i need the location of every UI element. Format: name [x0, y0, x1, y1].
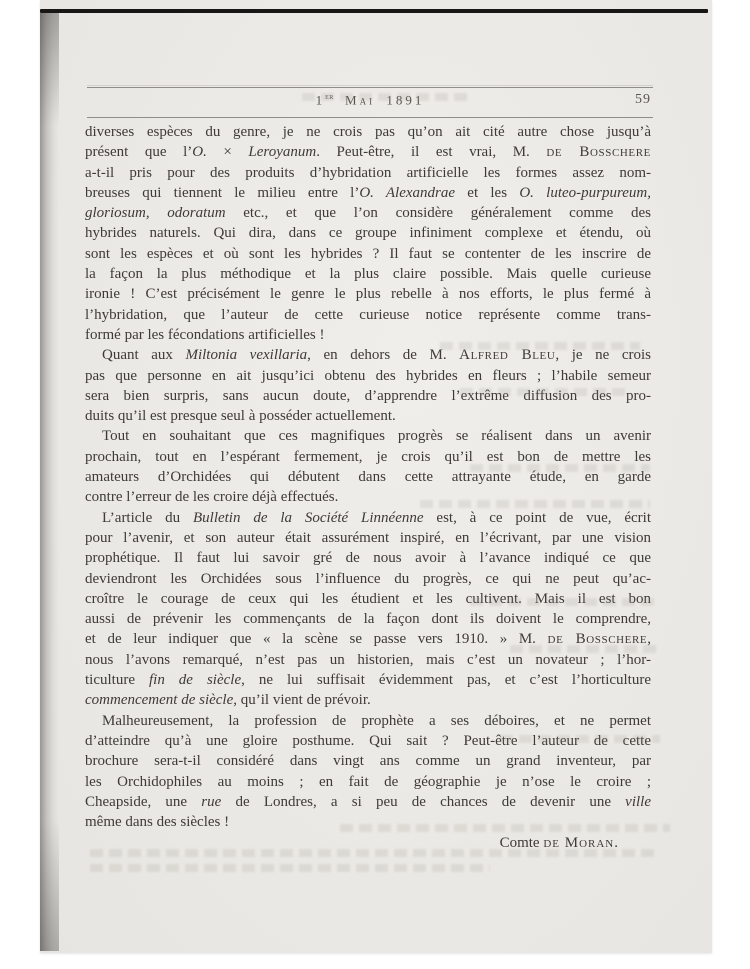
text-line: aussi de prévenir les commençants de la façon dont ils doivent le comprendre, — [85, 611, 651, 628]
header-rule-top — [87, 87, 653, 88]
text-line: brochure sera-t-il considéré dans vingt ans comme un grand inventeur, par — [85, 753, 651, 770]
text-line: prochain, tout en l’espérant fermement, je crois qu’il est bon de mettre les — [85, 448, 651, 465]
text-line: a-t-il pris pour des produits d’hybridation artificielle les formes assez nom- — [85, 164, 651, 181]
gutter-shadow — [40, 13, 59, 951]
bleedthrough-mark — [90, 864, 490, 872]
text-line: diverses espèces du genre, je ne crois pas qu’on ait cité autre chose jusqu’à — [85, 124, 651, 140]
text-line: sera bien surpris, sans aucun doute, d’apprendre l’extrême diffusion des pro- — [85, 387, 651, 404]
author-signature: Comte de Moran. — [499, 835, 618, 852]
text-line: gloriosum, odoratum etc., et que l’on considère généralement comme des — [85, 205, 651, 222]
body-text — [85, 122, 651, 854]
text-line: et de leur indiquer que « la scène se passe vers 1910. » M. de Bosschere, — [85, 631, 652, 648]
text-line: sont les espèces et où sont les hybrides ? Il faut se contenter de les inscrire de — [85, 245, 651, 262]
text-line: ironie ! C’est précisément le genre le plus rebelle à nos efforts, le plus fermé à — [85, 286, 651, 303]
text-line: croître le courage de ceux qui les étudient et les cultivent. Mais il est bon — [85, 590, 651, 607]
text-line: Cheapside, une rue de Londres, a si peu de chances de devenir une ville — [85, 793, 651, 810]
header-rule-bottom — [87, 117, 653, 118]
text-line: ticulture fin de siècle, ne lui suffisait évidemment pas, et c’est l’horticulture — [85, 672, 652, 689]
text-line: nous l’avons remarqué, n’est pas un historien, mais c’est un novateur ; l’hor- — [85, 651, 651, 668]
text-line: Tout en souhaitant que ces magnifiques progrès se réalisent dans un avenir — [102, 428, 651, 445]
text-line: hybrides naturels. Qui dira, dans ce groupe infiniment complexe et étendu, où — [85, 225, 651, 242]
page — [40, 0, 712, 953]
text-line: commencement de siècle, qu’il vient de prévoir. — [85, 692, 371, 709]
text-line: formé par les fécondations artificielles ! — [85, 326, 325, 343]
scan-edge-bar — [40, 9, 708, 13]
text-line: Quant aux Miltonia vexillaria, en dehors de M. Alfred Bleu, je ne crois — [102, 347, 651, 364]
text-line: Malheureusement, la profession de prophète a ses déboires, et ne permet — [102, 712, 651, 729]
paragraph — [85, 508, 651, 711]
page-number: 59 — [635, 92, 651, 107]
paragraph — [85, 122, 651, 345]
text-line: même dans des siècles ! — [85, 814, 230, 831]
text-line: l’hybridation, que l’auteur de cette curieuse notice représente comme trans- — [85, 306, 651, 323]
issue-date-ordinal: er — [325, 91, 334, 101]
text-line: présent que l’O. × Leroyanum. Peut-être, il est vrai, M. de Bosschere — [85, 144, 652, 161]
text-line: pas que personne en ait jusqu’ici obtenu des hybrides en fleurs ; l’habile semeur — [85, 367, 651, 384]
paragraph — [85, 711, 651, 833]
paragraph — [85, 426, 651, 507]
text-line: deviendront les Orchidées sous l’influence du progrès, ce qui ne peut qu’ac- — [85, 570, 651, 587]
text-line: prophétique. Il faut lui savoir gré de nous avoir à l’avance indiqué ce que — [85, 550, 651, 567]
text-line: amateurs d’Orchidées qui débutent dans cette attrayante étude, en garde — [85, 469, 651, 486]
text-line: contre l’erreur de les croire déjà effectués. — [85, 489, 339, 506]
text-line: la façon la plus méthodique et la plus claire possible. Mais quelle curieuse — [85, 266, 651, 283]
text-line: duits qu’il est presque seul à posséder actuellement. — [85, 408, 396, 425]
paragraph — [85, 345, 651, 426]
issue-date — [87, 91, 653, 108]
text-line: L’article du Bulletin de la Société Linnéenne est, à ce point de vue, écrit — [102, 509, 652, 526]
author-name: de Moran — [543, 835, 615, 852]
text-line: pour l’avenir, et son auteur était assurément inspiré, en l’écrivant, par une vision — [85, 529, 651, 546]
text-line: les Orchidophiles au moins ; en fait de géographie je n’ose le croire ; — [85, 773, 651, 790]
text-line: breuses qui tiennent le milieu entre l’O. Alexandrae et les O. luteo-purpureum, — [85, 184, 651, 201]
text-line: d’atteindre qu’à une gloire posthume. Qui sait ? Peut-être l’auteur de cette — [85, 732, 651, 749]
issue-date-rest: Mai 1891 — [345, 92, 425, 108]
issue-date-number: 1 — [315, 92, 326, 108]
running-head — [87, 91, 653, 111]
